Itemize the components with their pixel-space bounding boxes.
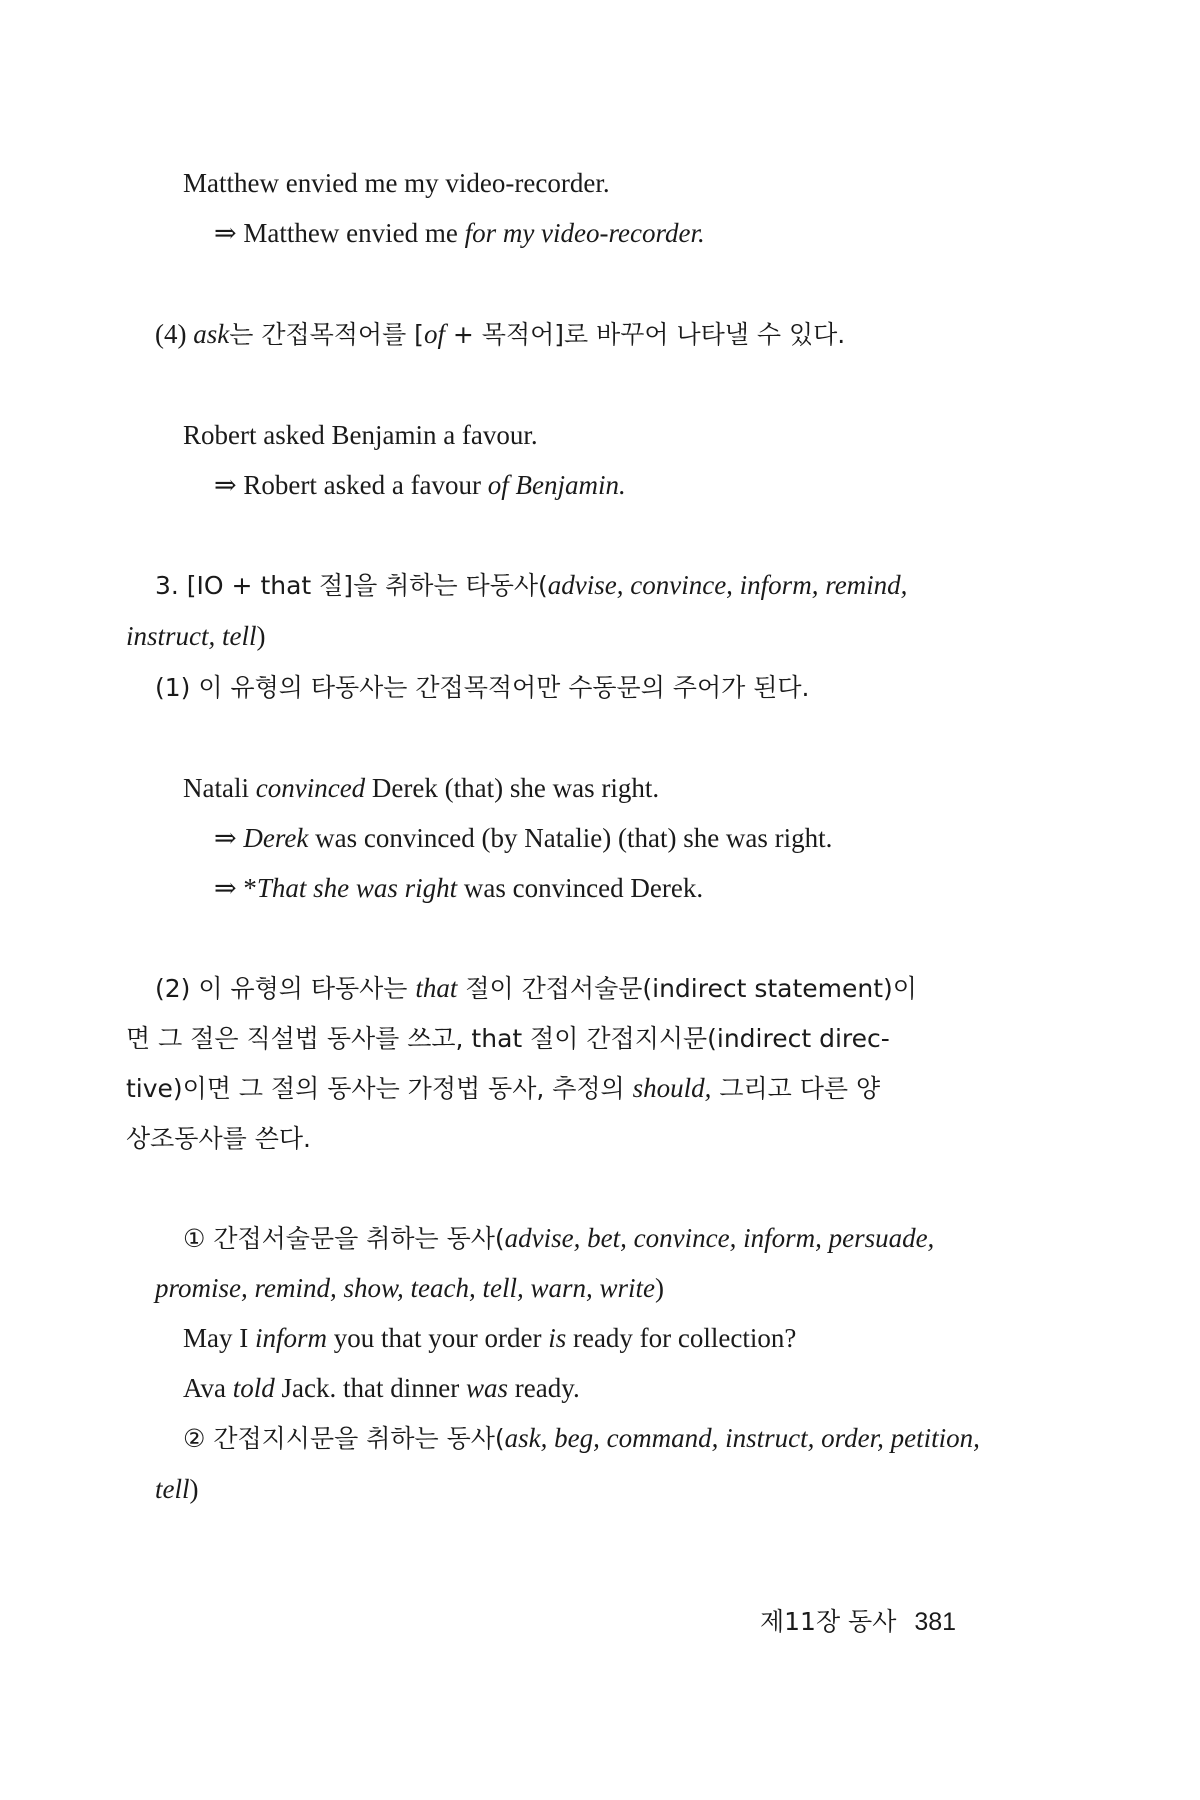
text-segment: told — [232, 1373, 275, 1403]
text-segment: 면 그 절은 직설법 동사를 쓰고, that 절이 간접지시문(indirect direc- — [126, 1024, 890, 1053]
text-segment: advise, convince, inform, remind, — [547, 570, 908, 600]
text-line-ex1-trans — [214, 216, 705, 250]
text-line-ex5 — [183, 1371, 580, 1405]
text-segment: tive)이면 그 절의 동사는 가정법 동사, 추정의 — [126, 1074, 633, 1103]
text-line-rule2-c — [126, 1071, 880, 1106]
chapter-label: 제11장 동사 — [760, 1607, 897, 1636]
text-segment: instruct, tell — [126, 621, 257, 651]
text-segment: ) — [654, 1273, 664, 1303]
text-segment: advise, bet, convince, inform, persuade, — [504, 1223, 935, 1253]
text-segment: + 목적어]로 바꾸어 나타낼 수 있다. — [444, 320, 846, 349]
text-line-ex4 — [183, 1321, 796, 1355]
text-segment: Jack. that dinner — [274, 1373, 466, 1403]
page-footer — [760, 1602, 956, 1638]
text-segment: 3. [IO + that 절]을 취하는 타동사( — [155, 571, 548, 600]
text-line-ex1 — [183, 166, 610, 200]
text-segment: (4) — [155, 319, 194, 349]
text-line-ex2 — [183, 418, 538, 452]
text-segment: ask — [193, 319, 230, 349]
text-segment: ⇒ Matthew envied me — [214, 218, 465, 248]
text-segment: ask, beg, command, instruct, order, petition, — [504, 1423, 980, 1453]
text-segment: ⇒ * — [214, 873, 257, 903]
text-segment: tell — [155, 1474, 190, 1504]
text-line-item2-b — [155, 1472, 199, 1506]
text-segment: was convinced Derek. — [457, 873, 704, 903]
text-segment: ) — [256, 621, 266, 651]
text-segment: ) — [189, 1474, 199, 1504]
text-line-ex3 — [183, 771, 659, 805]
text-segment: promise, remind, show, teach, tell, warn, write — [155, 1273, 655, 1303]
text-segment: convinced — [255, 773, 366, 803]
text-segment: ② 간접지시문을 취하는 동사( — [183, 1424, 505, 1453]
text-line-sec3-b — [126, 619, 266, 653]
text-segment: 상조동사를 쓴다. — [126, 1124, 311, 1153]
text-line-rule2-b — [126, 1021, 890, 1056]
text-line-ex3-trans1 — [214, 821, 832, 855]
text-segment: ① 간접서술문을 취하는 동사( — [183, 1224, 505, 1253]
page-number: 381 — [914, 1608, 957, 1636]
text-segment: of — [423, 319, 445, 349]
text-line-rule4 — [155, 317, 845, 352]
text-segment: Natali — [183, 773, 256, 803]
text-segment: inform — [254, 1323, 327, 1353]
text-segment: was convinced (by Natalie) (that) she was right. — [308, 823, 833, 853]
text-segment: (2) 이 유형의 타동사는 — [155, 974, 416, 1003]
text-segment: Robert asked Benjamin a favour. — [183, 420, 538, 450]
text-line-rule2-d — [126, 1121, 311, 1156]
text-segment: ready for collection? — [566, 1323, 797, 1353]
text-segment: 는 간접목적어를 [ — [229, 320, 424, 349]
text-line-ex2-trans — [214, 468, 626, 502]
text-line-sec3-a — [155, 568, 907, 603]
text-segment: Derek — [243, 823, 309, 853]
text-segment: That she was right — [256, 873, 458, 903]
text-segment: ⇒ Robert asked a favour — [214, 470, 488, 500]
text-segment: (1) 이 유형의 타동사는 간접목적어만 수동문의 주어가 된다. — [155, 673, 810, 702]
text-segment: ⇒ — [214, 823, 244, 853]
text-segment: May I — [183, 1323, 255, 1353]
text-segment: 그리고 다른 양 — [711, 1074, 881, 1103]
text-line-rule1 — [155, 670, 809, 705]
text-segment: that — [415, 973, 458, 1003]
text-segment: was — [465, 1373, 508, 1403]
text-segment: Derek (that) she was right. — [365, 773, 660, 803]
text-segment: 절이 간접서술문(indirect statement)이 — [457, 974, 917, 1003]
text-segment: you that your order — [327, 1323, 549, 1353]
text-line-item2-a — [183, 1421, 980, 1456]
text-line-rule2-a — [155, 971, 917, 1006]
text-segment: should, — [632, 1073, 712, 1103]
text-segment: is — [548, 1323, 567, 1353]
text-line-item1-b — [155, 1271, 664, 1305]
text-line-item1-a — [183, 1221, 934, 1256]
text-segment: Matthew envied me my video-recorder. — [183, 168, 610, 198]
text-segment: ready. — [507, 1373, 580, 1403]
text-line-ex3-trans2 — [214, 871, 703, 905]
text-segment: Ava — [183, 1373, 233, 1403]
text-segment: for my video-recorder. — [464, 218, 705, 248]
text-segment: of Benjamin. — [487, 470, 626, 500]
